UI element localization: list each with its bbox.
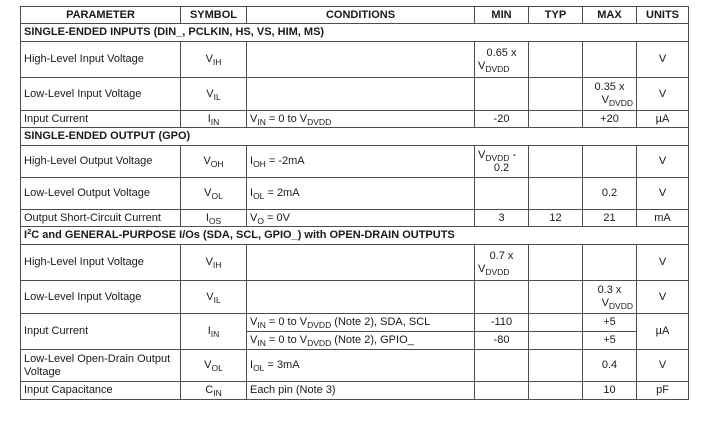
max-cell — [583, 42, 637, 78]
table-row — [21, 210, 689, 227]
units-cell: V — [637, 146, 689, 178]
parameter-cell: Low-Level Input Voltage — [21, 281, 181, 314]
table-row — [21, 382, 689, 400]
max-cell: 0.35 x $V_{DVDD}$ — [583, 78, 637, 111]
conditions-cell: $I_{OL} = 3mA$ — [247, 350, 475, 382]
units-cell: V — [637, 350, 689, 382]
typ-cell — [529, 314, 583, 332]
parameter-cell: Low-Level Open-Drain Output Voltage — [21, 350, 181, 382]
parameter-cell: High-Level Input Voltage — [21, 42, 181, 78]
col-symbol: SYMBOL — [181, 7, 247, 24]
parameter-cell: Low-Level Input Voltage — [21, 78, 181, 111]
max-cell: +5 — [583, 332, 637, 350]
typ-cell — [529, 111, 583, 128]
conditions-cell: $I_{OL} = 2mA$ — [247, 178, 475, 210]
col-conditions: CONDITIONS — [247, 7, 475, 24]
symbol-cell: $I_{IN}$ — [181, 314, 247, 350]
typ-cell — [529, 382, 583, 400]
conditions-cell: $V_{IN} = 0$ to $V_{DVDD}$ (Note 2), GPIO_ — [247, 332, 475, 350]
section-row — [21, 227, 689, 245]
symbol-cell: $I_{IN}$ — [181, 111, 247, 128]
table-row — [21, 245, 689, 281]
units-cell: V — [637, 178, 689, 210]
conditions-cell — [247, 78, 475, 111]
min-cell — [475, 382, 529, 400]
typ-cell — [529, 245, 583, 281]
conditions-cell: $V_{IN} = 0$ to $V_{DVDD}$ — [247, 111, 475, 128]
units-cell: V — [637, 78, 689, 111]
col-typ: TYP — [529, 7, 583, 24]
table-row — [21, 281, 689, 314]
units-cell: V — [637, 42, 689, 78]
header-row — [21, 7, 689, 24]
symbol-cell: $I_{OS}$ — [181, 210, 247, 227]
units-cell: µA — [637, 111, 689, 128]
symbol-cell: $V_{IH}$ — [181, 245, 247, 281]
conditions-cell: $I_{OH} = -2mA$ — [247, 146, 475, 178]
parameter-cell: Input Capacitance — [21, 382, 181, 400]
max-cell: 21 — [583, 210, 637, 227]
table-row — [21, 314, 689, 332]
parameter-cell: High-Level Output Voltage — [21, 146, 181, 178]
table-row — [21, 78, 689, 111]
max-cell: +5 — [583, 314, 637, 332]
units-cell: V — [637, 281, 689, 314]
conditions-cell: Each pin (Note 3) — [247, 382, 475, 400]
min-cell: -20 — [475, 111, 529, 128]
min-cell — [475, 281, 529, 314]
section-title-single-ended-output: SINGLE-ENDED OUTPUT (GPO) — [21, 128, 689, 146]
typ-cell — [529, 42, 583, 78]
units-cell: mA — [637, 210, 689, 227]
parameter-cell: Input Current — [21, 111, 181, 128]
typ-cell — [529, 146, 583, 178]
symbol-cell: $V_{IL}$ — [181, 78, 247, 111]
min-cell — [475, 178, 529, 210]
parameter-cell: Output Short-Circuit Current — [21, 210, 181, 227]
section-row — [21, 128, 689, 146]
typ-cell: 12 — [529, 210, 583, 227]
conditions-cell — [247, 281, 475, 314]
typ-cell — [529, 78, 583, 111]
max-cell — [583, 245, 637, 281]
symbol-cell: $C_{IN}$ — [181, 382, 247, 400]
col-units: UNITS — [637, 7, 689, 24]
parameter-cell: High-Level Input Voltage — [21, 245, 181, 281]
conditions-cell: $V_O = 0V$ — [247, 210, 475, 227]
typ-cell — [529, 281, 583, 314]
typ-cell — [529, 350, 583, 382]
section-row — [21, 24, 689, 42]
conditions-cell: $V_{IN} = 0$ to $V_{DVDD}$ (Note 2), SDA, SCL — [247, 314, 475, 332]
table-row — [21, 350, 689, 382]
electrical-characteristics-table — [20, 6, 689, 400]
units-cell: µA — [637, 314, 689, 350]
symbol-cell: $V_{OL}$ — [181, 178, 247, 210]
min-cell: -110 — [475, 314, 529, 332]
table-row — [21, 146, 689, 178]
min-cell: -80 — [475, 332, 529, 350]
col-parameter: PARAMETER — [21, 7, 181, 24]
typ-cell — [529, 178, 583, 210]
parameter-cell: Input Current — [21, 314, 181, 350]
parameter-cell: Low-Level Output Voltage — [21, 178, 181, 210]
max-cell: 0.4 — [583, 350, 637, 382]
conditions-cell — [247, 245, 475, 281]
symbol-cell: $V_{IL}$ — [181, 281, 247, 314]
symbol-cell: $V_{OH}$ — [181, 146, 247, 178]
min-cell: 3 — [475, 210, 529, 227]
min-cell: 0.65 x $V_{DVDD}$ — [475, 42, 529, 78]
max-cell: 0.3 x $V_{DVDD}$ — [583, 281, 637, 314]
table-row — [21, 178, 689, 210]
max-cell: +20 — [583, 111, 637, 128]
symbol-cell: $V_{OL}$ — [181, 350, 247, 382]
col-min: MIN — [475, 7, 529, 24]
conditions-cell — [247, 42, 475, 78]
typ-cell — [529, 332, 583, 350]
min-cell — [475, 78, 529, 111]
max-cell: 0.2 — [583, 178, 637, 210]
min-cell: $V_{DVDD}$ - 0.2 — [475, 146, 529, 178]
section-title-single-ended-inputs: SINGLE-ENDED INPUTS (DIN_, PCLKIN, HS, VS, HIM, MS) — [21, 24, 689, 42]
min-cell — [475, 350, 529, 382]
max-cell — [583, 146, 637, 178]
units-cell: V — [637, 245, 689, 281]
units-cell: pF — [637, 382, 689, 400]
table-row — [21, 42, 689, 78]
table-row — [21, 111, 689, 128]
min-cell: 0.7 x $V_{DVDD}$ — [475, 245, 529, 281]
col-max: MAX — [583, 7, 637, 24]
max-cell: 10 — [583, 382, 637, 400]
symbol-cell: $V_{IH}$ — [181, 42, 247, 78]
section-title-i2c-gpio: $I^2C$ and GENERAL-PURPOSE I/Os (SDA, SCL, GPIO_) with OPEN-DRAIN OUTPUTS — [21, 227, 689, 245]
